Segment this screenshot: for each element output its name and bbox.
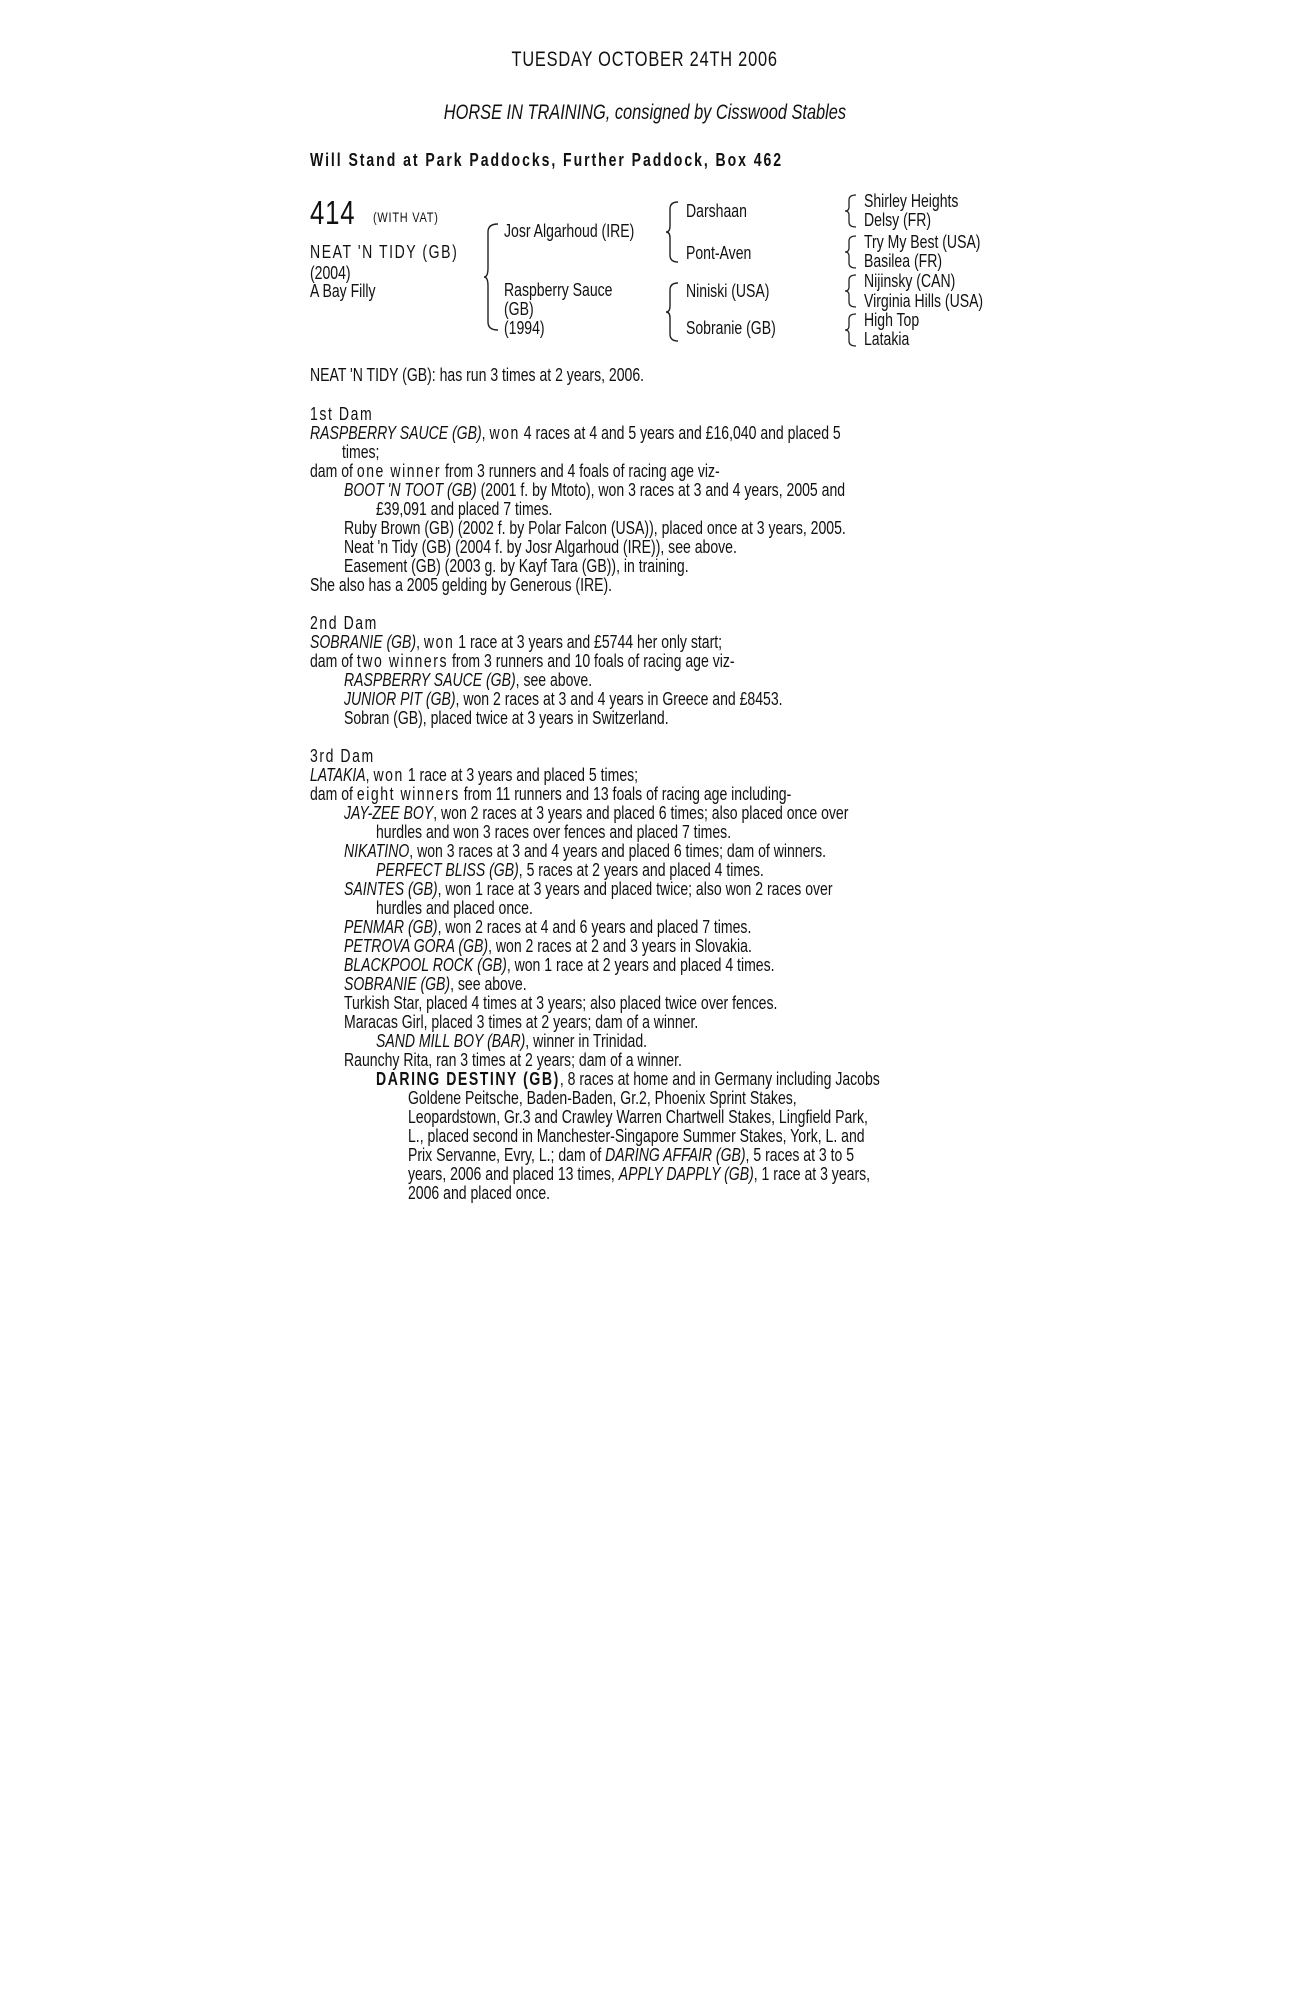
third-dam-section: 3rd Dam LATAKIA, won 1 race at 3 years and placed 5 times; dam of eight winners from 11 runners and 13 foals of racing age including- JAY-ZEE BOY, won 2 races at 3 years and placed 6 times; also placed once over hurdles and won 3 races over fences and placed 7 times. NIKATINO, won 3 races at 3 and 4 years and placed 6 times; dam of winners. PERFECT BLISS (GB), 5 races at 2 years and placed 4 times. SAINTES (GB), won 1 race at 3 years and placed twice; also won 2 races over hurdles and placed once. PENMAR (GB), won 2 races at 4 and 6 years and placed 7 times. PETROVA GORA (GB), won 2 races at 2 and 3 years in Slovakia. BLACKPOOL ROCK (GB), won 1 race at 2 years and placed 4 times. SOBRANIE (GB), see above. Turkish Star, placed 4 times at 3 years; also placed twice over fences. Maracas Girl, placed 3 times at 2 years; dam of a winner. SAND MILL BOY (BAR), winner in Trinidad. Raunchy Rita, ran 3 times at 2 years; dam of a winner. DARING DESTINY (GB), 8 races at home and in Germany including Jacobs Goldene Peitsche, Baden-Baden, Gr.2, Phoenix Sprint Stakes, Leopardstown, Gr.3 and Crawley Warren Chartwell Stakes, Lingfield Park, L., placed second in Manchester-Singapore Summer Stakes, York, L. and Prix Servanne, Evry, L.; dam of DARING AFFAIR (GB), 5 races at 3 to 5 years, 2006 and placed 13 times, APPLY DAPPLY (GB), 1 race at 3 years, 2006 and placed once. bbox=[310, 746, 880, 1203]
sale-date: TUESDAY OCTOBER 24TH 2006 bbox=[511, 48, 779, 71]
consignment-line: HORSE IN TRAINING, consigned by Cisswood Stables bbox=[443, 101, 847, 124]
second-dam-heading: 2nd Dam bbox=[310, 613, 378, 633]
pedigree-brace-sire bbox=[666, 200, 682, 264]
pedigree-g3-5: Nijinsky (CAN) bbox=[864, 271, 956, 291]
pedigree-brace-g3-1 bbox=[845, 193, 859, 229]
stand-location: Will Stand at Park Paddocks, Further Paddock, Box 462 bbox=[310, 150, 784, 170]
pedigree-dam: Raspberry Sauce (GB) (1994) bbox=[504, 280, 613, 338]
race-summary: NEAT 'N TIDY (GB): has run 3 times at 2 years, 2006. bbox=[310, 365, 645, 385]
lot-number: 414 bbox=[310, 194, 356, 231]
third-dam-heading: 3rd Dam bbox=[310, 746, 375, 766]
pedigree-brace-g3-3 bbox=[845, 273, 859, 309]
pedigree-sire: Josr Algarhoud (IRE) bbox=[504, 221, 635, 241]
pedigree-g3-3: Try My Best (USA) bbox=[864, 232, 981, 252]
first-dam-heading: 1st Dam bbox=[310, 404, 374, 424]
pedigree-g3-7: High Top bbox=[864, 310, 920, 330]
pedigree-brace-main bbox=[484, 222, 502, 332]
pedigree-g3-4: Basilea (FR) bbox=[864, 251, 943, 271]
pedigree-brace-g3-4 bbox=[845, 312, 859, 348]
pedigree-g3-8: Latakia bbox=[864, 329, 910, 349]
lot-vat-note: (WITH VAT) bbox=[373, 209, 439, 225]
second-dam-section: 2nd Dam SOBRANIE (GB), won 1 race at 3 years and £5744 her only start; dam of two winners from 3 runners and 10 foals of racing age viz- RASPBERRY SAUCE (GB), see above. JUNIOR PIT (GB), won 2 races at 3 and 4 years in Greece and £8453. Sobran (GB), placed twice at 3 years in Switzerland. bbox=[310, 613, 783, 728]
first-dam-section: 1st Dam RASPBERRY SAUCE (GB), won 4 races at 4 and 5 years and £16,040 and placed 5 times; dam of one winner from 3 runners and 4 foals of racing age viz- BOOT 'N TOOT (GB) (2001 f. by Mtoto), won 3 races at 3 and 4 years, 2005 and £39,091 and placed 7 times. Ruby Brown (GB) (2002 f. by Polar Falcon (USA)), placed once at 3 years, 2005. Neat 'n Tidy (GB) (2004 f. by Josr Algarhoud (IRE)), see above. Easement (GB) (2003 g. by Kayf Tara (GB)), in training. She also has a 2005 gelding by Generous (IRE). bbox=[310, 404, 846, 595]
horse-year: (2004) bbox=[310, 263, 351, 283]
pedigree-g3-1: Shirley Heights bbox=[864, 191, 959, 211]
pedigree-sire-sire: Darshaan bbox=[686, 201, 747, 221]
pedigree-dam-dam: Sobranie (GB) bbox=[686, 318, 776, 338]
pedigree-sire-dam: Pont-Aven bbox=[686, 243, 752, 263]
pedigree-brace-g3-2 bbox=[845, 234, 859, 270]
pedigree-g3-2: Delsy (FR) bbox=[864, 210, 932, 230]
pedigree-g3-6: Virginia Hills (USA) bbox=[864, 291, 984, 311]
pedigree-brace-dam bbox=[666, 281, 682, 343]
pedigree-dam-sire: Niniski (USA) bbox=[686, 281, 770, 301]
horse-description: A Bay Filly bbox=[310, 281, 376, 301]
horse-name: NEAT 'N TIDY (GB) bbox=[310, 242, 459, 262]
